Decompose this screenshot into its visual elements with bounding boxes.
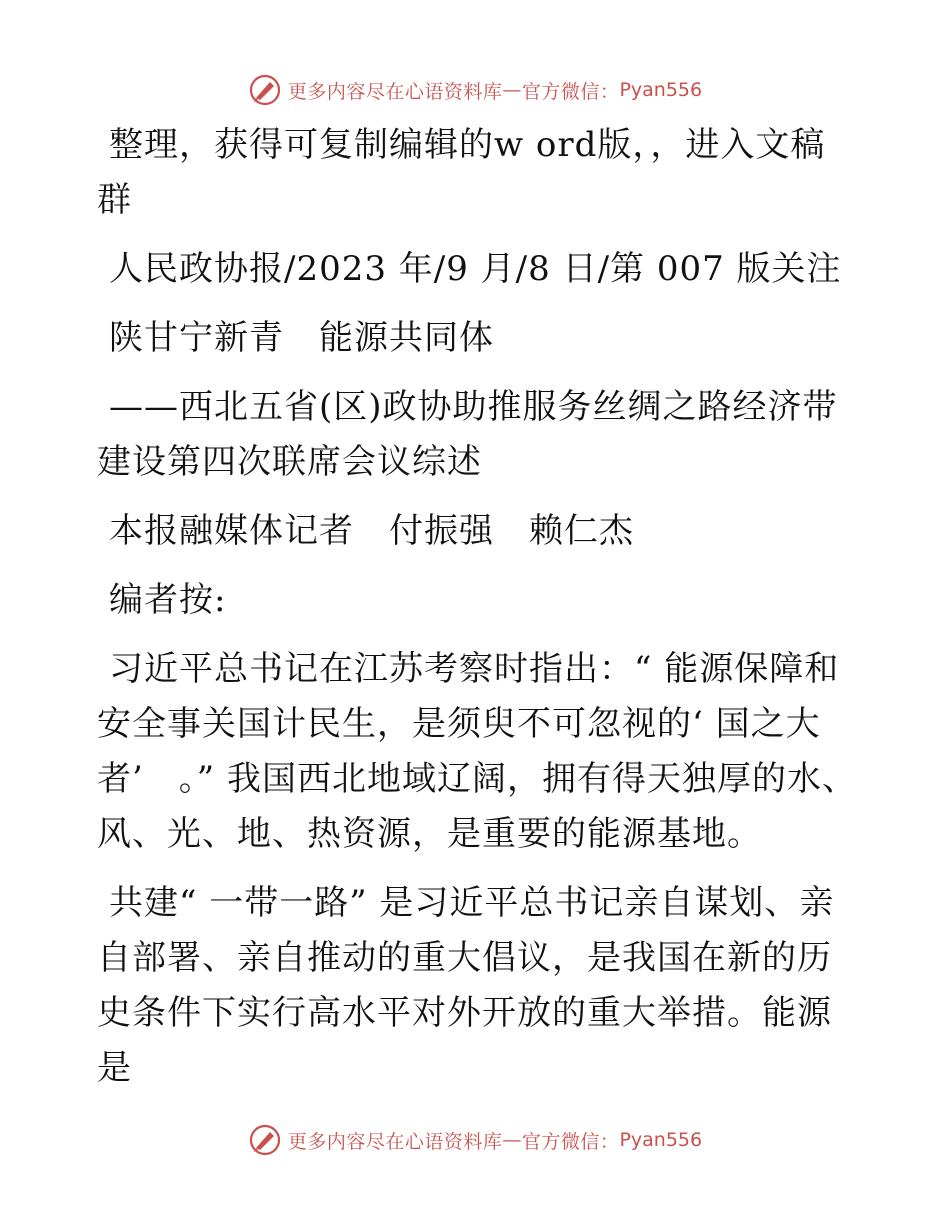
header-banner [0,70,950,110]
header-dash: — [502,79,522,101]
paragraph-source: 人民政协报/2023 年/9 月/8 日/第 007 版关注 [109,249,842,289]
header-contact-id: Pyan556 [619,79,703,101]
footer-contact-id: Pyan556 [619,1129,703,1151]
footer-contact-label: 官方微信： [521,1130,620,1153]
footer-slogan: 更多内容尽在心语资料库 [287,1130,503,1153]
header-contact-label: 官方微信： [521,80,620,103]
article-subtitle: ——西北五省(区)政协助推服务丝绸之路经济带建设第四次联席会议综述 [97,387,838,482]
paragraph-body-1: 习近平总书记在江苏考察时指出：“ 能源保障和安全事关国计民生，是须臾不可忽视的‘ 国之大者’ 。” 我国西北地域辽阔，拥有得天独厚的水、风、光、地、热资源，是重要的能源基地。 [97,649,857,854]
editor-note-heading: 编者按: [109,580,227,620]
document-body [97,118,857,1110]
article-title: 陕甘宁新青 能源共同体 [109,318,494,358]
footer-banner [0,1120,950,1160]
pen-circle-logo-icon [248,1123,282,1157]
footer-dash: — [502,1129,522,1151]
pen-circle-logo-icon [248,73,282,107]
paragraph-body-2: 共建“ 一带一路” 是习近平总书记亲自谋划、亲自部署、亲自推动的重大倡议，是我国在新的历史条件下实行高水平对外开放的重大举措。能源是 [97,883,835,1088]
header-slogan: 更多内容尽在心语资料库 [287,80,503,103]
article-byline: 本报融媒体记者 付振强 赖仁杰 [109,511,634,551]
paragraph-intro: 整理，获得可复制编辑的w ord版，，进入文稿群 [97,125,826,220]
